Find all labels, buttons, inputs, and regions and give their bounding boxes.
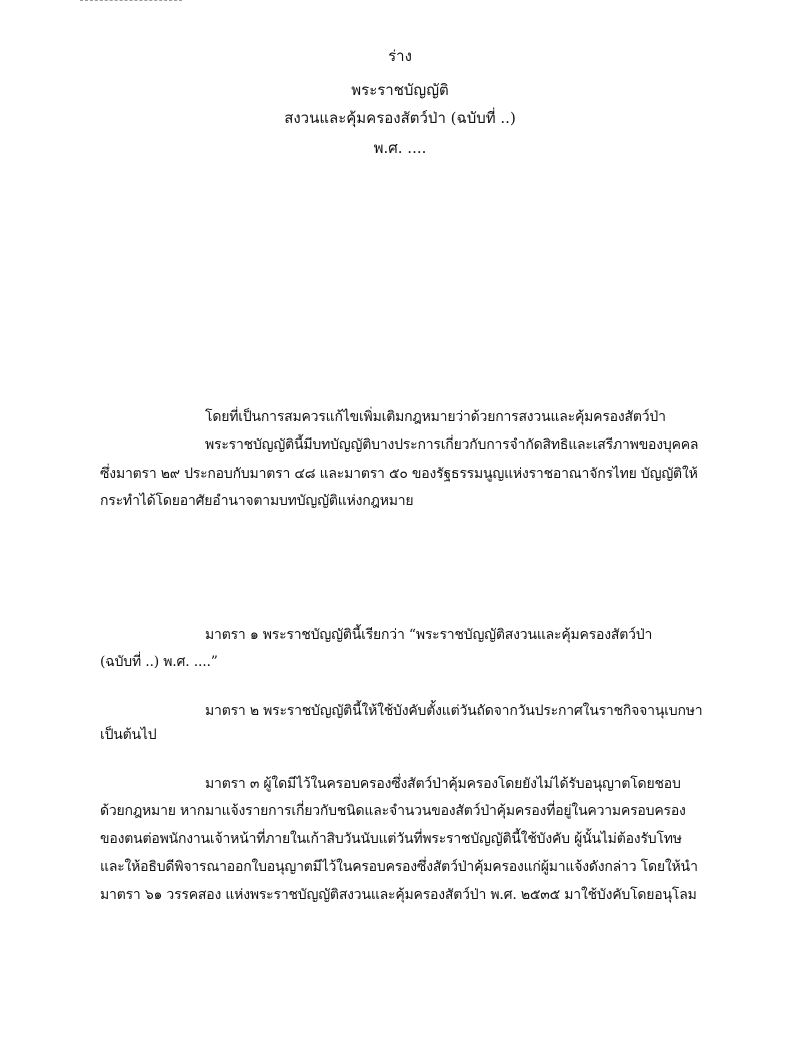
section-3-line-3: ของตนต่อพนักงานเจ้าหน้าที่ภายในเก้าสิบวันนับแต่วันที่พระราชบัญญัตินี้ใช้บังคับ ผู้นั้นไม่ต้องรับโทษ [100, 831, 682, 847]
preamble-line-4: กระทำได้โดยอาศัยอำนาจตามบทบัญญัติแห่งกฎหมาย [100, 493, 414, 509]
act-year: พ.ศ. .... [373, 139, 427, 157]
section-3-line-5: มาตรา ๖๑ วรรคสอง แห่งพระราชบัญญัติสงวนและคุ้มครองสัตว์ป่า พ.ศ. ๒๕๓๕ มาใช้บังคับโดยอนุโลม [100, 887, 697, 903]
draft-label: ร่าง [388, 47, 412, 65]
section-3-line-1: มาตรา ๓ ผู้ใดมีไว้ในครอบครองซึ่งสัตว์ป่าคุ้มครองโดยยังไม่ได้รับอนุญาตโดยชอบ [205, 776, 681, 792]
act-title: พระราชบัญญัติ [351, 81, 449, 99]
scan-artifact-line [80, 0, 182, 1]
section-3-line-4: และให้อธิบดีพิจารณาออกใบอนุญาตมีไว้ในครอบครองซึ่งสัตว์ป่าคุ้มครองแก่ผู้มาแจ้งดังกล่าว โดยให้นำ [100, 859, 698, 875]
section-1-line-2: (ฉบับที่ ..) พ.ศ. ....” [100, 654, 218, 670]
preamble-line-3: ซึ่งมาตรา ๒๙ ประกอบกับมาตรา ๔๘ และมาตรา ๕๐ ของรัฐธรรมนูญแห่งราชอาณาจักรไทย บัญญัติให้ [100, 466, 698, 482]
section-1-line-1: มาตรา ๑ พระราชบัญญัตินี้เรียกว่า “พระราชบัญญัติสงวนและคุ้มครองสัตว์ป่า [205, 627, 653, 643]
section-3-line-2: ด้วยกฎหมาย หากมาแจ้งรายการเกี่ยวกับชนิดและจำนวนของสัตว์ป่าคุ้มครองที่อยู่ในความครอบครอง [100, 803, 686, 819]
act-subtitle: สงวนและคุ้มครองสัตว์ป่า (ฉบับที่ ..) [284, 109, 516, 127]
section-2-line-1: มาตรา ๒ พระราชบัญญัตินี้ให้ใช้บังคับตั้งแต่วันถัดจากวันประกาศในราชกิจจานุเบกษา [205, 703, 703, 719]
section-2-line-2: เป็นต้นไป [100, 727, 157, 743]
preamble-line-2: พระราชบัญญัตินี้มีบทบัญญัติบางประการเกี่ยวกับการจำกัดสิทธิและเสรีภาพของบุคคล [205, 437, 699, 453]
preamble-line-1: โดยที่เป็นการสมควรแก้ไขเพิ่มเติมกฎหมายว่าด้วยการสงวนและคุ้มครองสัตว์ป่า [205, 409, 666, 425]
